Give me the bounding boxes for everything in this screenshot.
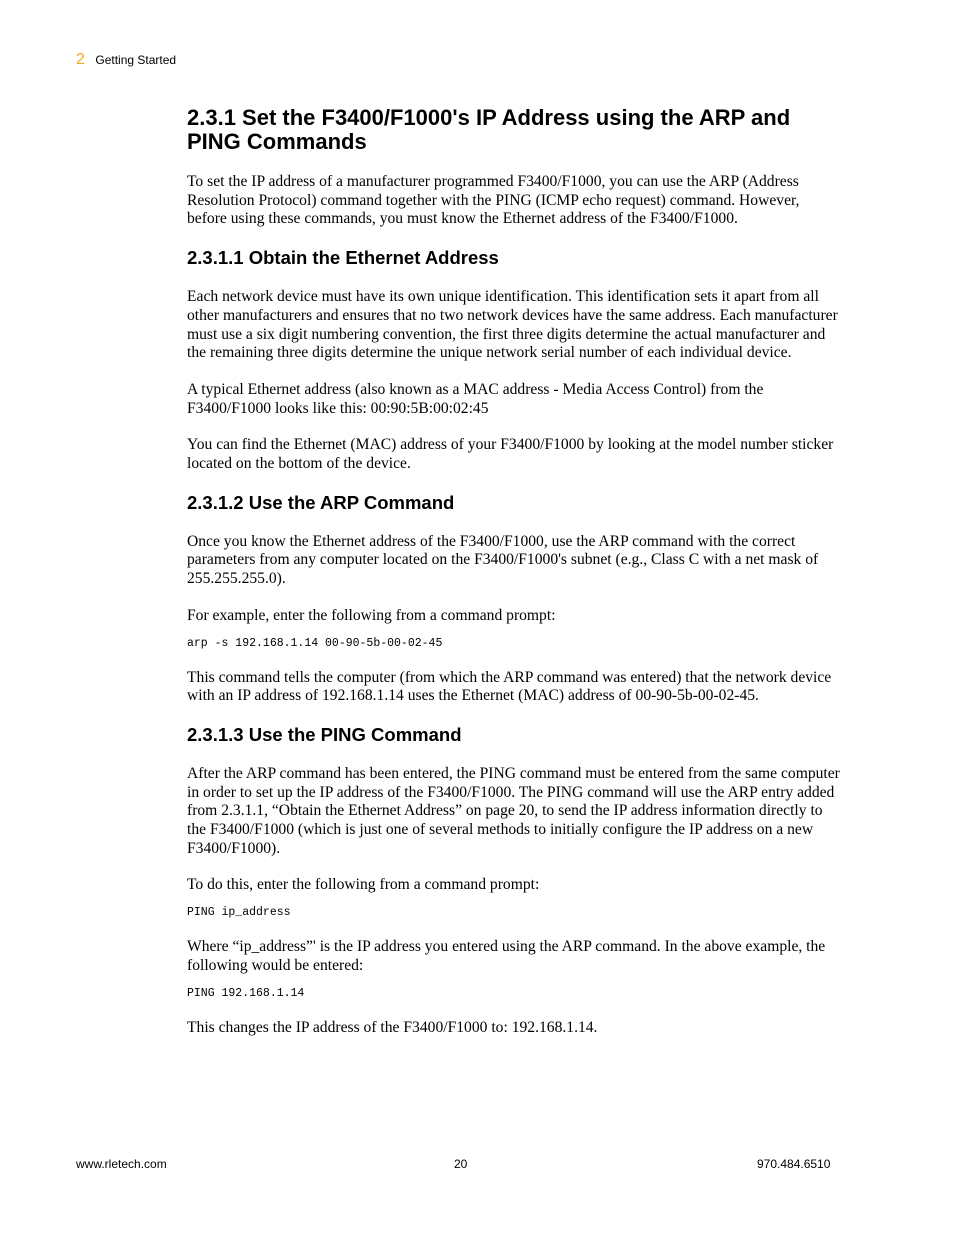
section-title: 2.3.1 Set the F3400/F1000's IP Address using the ARP and PING Commands: [187, 105, 791, 154]
footer-website: www.rletech.com: [76, 1157, 167, 1171]
paragraph: A typical Ethernet address (also known as a MAC address - Media Access Control) from the F3400/F1000 looks like this: 00:90:5B:00:02:45: [187, 380, 764, 417]
paragraph: For example, enter the following from a command prompt:: [187, 606, 556, 624]
footer-phone: 970.484.6510: [757, 1157, 831, 1171]
page-content: [187, 106, 843, 1055]
chapter-title: Getting Started: [95, 53, 177, 67]
paragraph: Each network device must have its own unique identification. This identification sets it apart from all other manufacturers and ensures that no two network devices have the same address. Each manufacturer must use a six digit numbering convention, the first three digits determine the actual manufacturer and the remaining three digits determine the unique network serial number of each individual device.: [187, 288, 838, 362]
code-block-arp: arp -s 192.168.1.14 00-90-5b-00-02-45: [187, 636, 443, 650]
paragraph: After the ARP command has been entered, the PING command must be entered from the same computer in order to set up the IP address of the F3400/F1000. The PING command will use the ARP entry added from 2.3.1.1, “Obtain the Ethernet Address” on page 20, to send the IP address information directly to the F3400/F1000 (which is just one of several methods to initially configure the IP address on a new F3400/F1000).: [187, 764, 840, 857]
subsection-heading-arp: 2.3.1.2 Use the ARP Command: [187, 491, 455, 513]
running-header: [76, 51, 176, 69]
paragraph: Where “ip_address”' is the IP address you entered using the ARP command. In the above example, the following would be entered:: [187, 938, 826, 974]
intro-paragraph: To set the IP address of a manufacturer programmed F3400/F1000, you can use the ARP (Address Resolution Protocol) command together with the PING (ICMP echo request) command. However, before using these commands, you must know the Ethernet address of the F3400/F1000.: [187, 173, 800, 228]
paragraph: To do this, enter the following from a command prompt:: [187, 876, 540, 894]
paragraph: Once you know the Ethernet address of the F3400/F1000, use the ARP command with the correct parameters from any computer located on the F3400/F1000's subnet (e.g., Class C with a net mask of 255.255.255.0).: [187, 532, 819, 588]
paragraph: You can find the Ethernet (MAC) address of your F3400/F1000 by looking at the model number sticker located on the bottom of the device.: [187, 436, 834, 473]
code-block-ping: PING ip_address: [187, 906, 291, 920]
chapter-number: 2: [76, 51, 85, 68]
footer-page-number: 20: [454, 1157, 468, 1171]
paragraph: This command tells the computer (from which the ARP command was entered) that the network device with an IP address of 192.168.1.14 uses the Ethernet (MAC) address of 00-90-5b-00-02-45.: [187, 668, 832, 705]
subsection-heading-ping: 2.3.1.3 Use the PING Command: [187, 723, 462, 745]
paragraph: This changes the IP address of the F3400/F1000 to: 192.168.1.14.: [187, 1018, 598, 1036]
subsection-heading-ethernet: 2.3.1.1 Obtain the Ethernet Address: [187, 247, 499, 269]
code-block-ping-example: PING 192.168.1.14: [187, 986, 305, 1000]
